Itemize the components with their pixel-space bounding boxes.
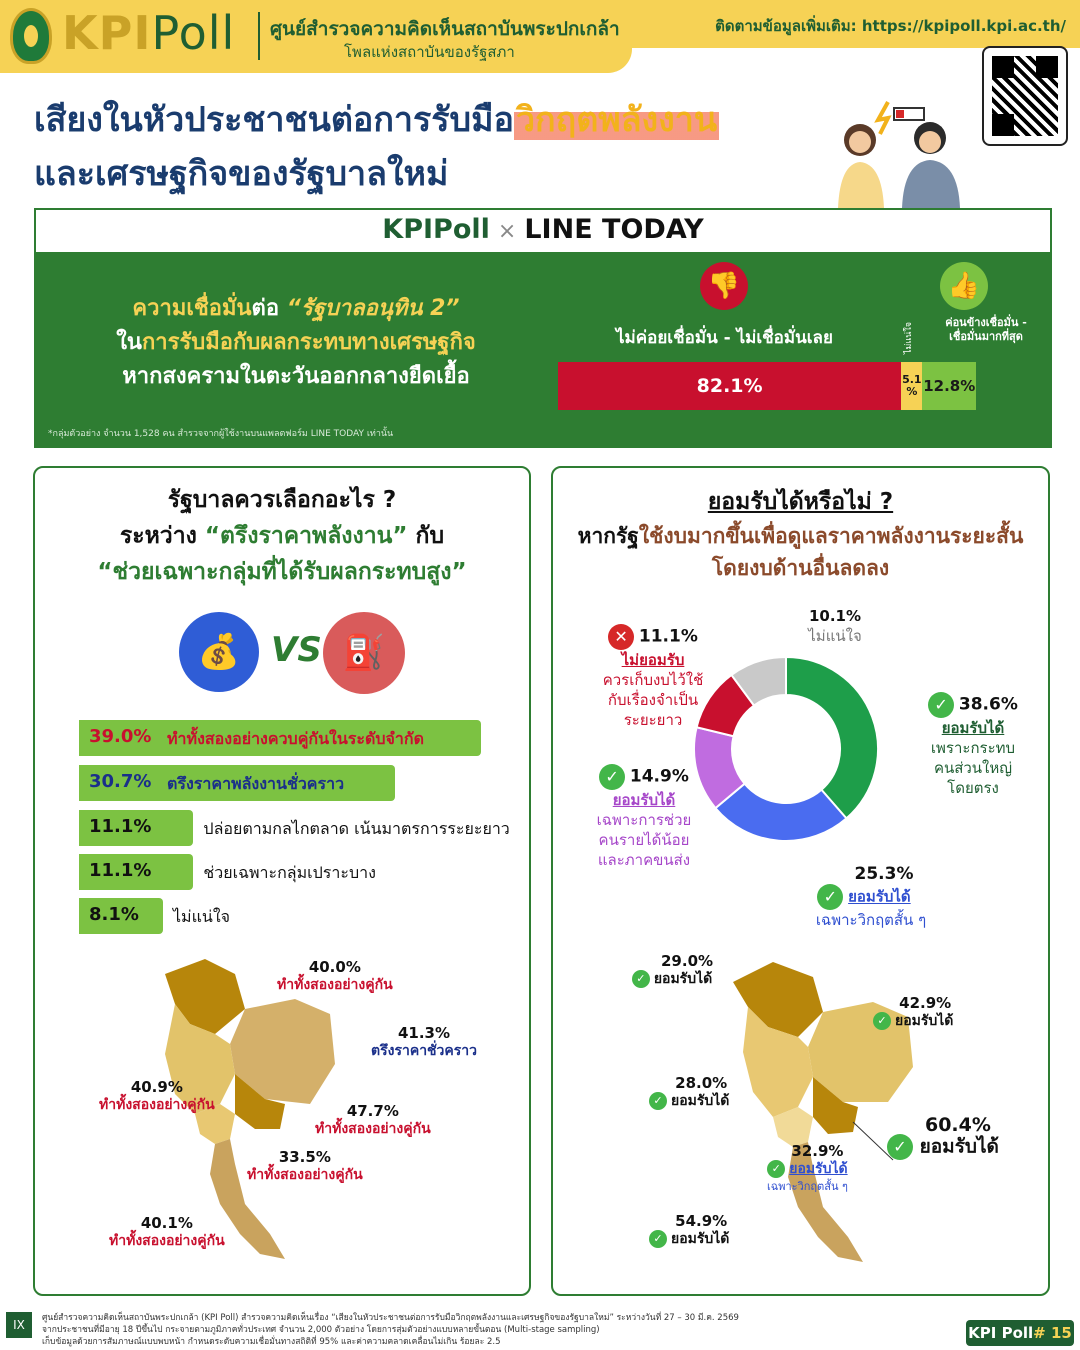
sample-note: *กลุ่มตัวอย่าง จำนวน 1,528 คน สำรวจจากผู้ใช้งานบนแพลตฟอร์ม LINE TODAY เท่านั้น — [48, 429, 394, 439]
kpi-poll-logo: KPIPoll — [62, 6, 236, 60]
check-icon: ✓ — [817, 884, 843, 910]
check-icon: ✓ — [928, 692, 954, 718]
org-subtitle: โพลแห่งสถาบันของรัฐสภา — [344, 43, 515, 61]
donut-slice-0 — [786, 657, 878, 818]
kpi-emblem-icon — [10, 8, 52, 64]
banner-question-line2: ในการรับมือกับผลกระทบทางเศรษฐกิจ — [116, 330, 476, 355]
segment-not-confident: 82.1% — [558, 362, 901, 410]
qr-code-icon[interactable] — [982, 46, 1068, 146]
policy-bar-label: ไม่แน่ใจ — [173, 907, 231, 926]
fuel-pump-icon: ⛽ — [323, 612, 405, 694]
policy-bar-value: 8.1% — [89, 904, 139, 925]
policy-bar-label: ทำทั้งสองอย่างควบคู่กันในระดับจำกัด — [167, 729, 424, 748]
header-bar — [0, 0, 632, 73]
map2-label-central: 28.0% ✓ ยอมรับได้ — [649, 1074, 729, 1110]
map-label-central: 40.9% ทำทั้งสองอย่างคู่กัน — [99, 1078, 215, 1113]
policy-bar-label: ตรึงราคาพลังงานชั่วคราว — [167, 774, 345, 793]
follow-link[interactable]: ติดตามข้อมูลเพิ่มเติม: https://kpipoll.kpi.ac.th/ — [715, 17, 1066, 35]
footer — [0, 1308, 1080, 1350]
banner-question-line3: หากสงครามในตะวันออกกลางยืดเยื้อ — [122, 364, 470, 389]
left-panel-title: รัฐบาลควรเลือกอะไร ? — [167, 487, 397, 513]
money-bag-icon: 💰 — [179, 612, 259, 692]
confidence-stacked-bar — [558, 362, 976, 410]
policy-bar-value: 11.1% — [89, 816, 152, 837]
map-label-east: 47.7% ทำทั้งสองอย่างคู่กัน — [315, 1102, 431, 1137]
page-title-line2: และเศรษฐกิจของรัฐบาลใหม่ — [34, 154, 449, 194]
acceptance-panel — [551, 466, 1050, 1296]
thumbs-down-icon: 👎 — [700, 262, 748, 310]
org-name: ศูนย์สำรวจความคิดเห็นสถาบันพระปกเกล้า — [270, 18, 620, 40]
not-confident-label: ไม่ค่อยเชื่อมั่น - ไม่เชื่อมั่นเลย — [616, 328, 833, 348]
unsure-label: ไม่แน่ใจ — [904, 321, 914, 354]
title-highlight: วิกฤตพลังงาน — [515, 100, 718, 140]
donut-label-unsure: 10.1% ไม่แน่ใจ — [808, 607, 862, 645]
right-panel-subtitle: หากรัฐใช้งบมากขึ้นเพื่อดูแลราคาพลังงานระยะสั้น — [577, 524, 1024, 548]
map2-label-north: 29.0% ✓ ยอมรับได้ — [631, 952, 713, 988]
partner-strip — [36, 210, 1050, 252]
map-label-north: 40.0% ทำทั้งสองอย่างคู่กัน — [277, 958, 393, 993]
right-panel-subtitle2: โดยงบด้านอื่นลดลง — [711, 556, 890, 580]
vs-label: VS — [271, 630, 322, 670]
map2-label-south: 54.9% ✓ ยอมรับได้ — [649, 1212, 729, 1248]
segment-unsure: 5.1 % — [901, 362, 922, 410]
partner-logos: KPIPoll × LINE TODAY — [382, 214, 704, 245]
thumbs-up-icon: 👍 — [940, 262, 988, 310]
policy-bar-label: ปล่อยตามกลไกตลาด เน้นมาตรการระยะยาว — [203, 819, 510, 838]
acceptance-donut-chart — [691, 654, 881, 844]
page-title-line1: เสียงในหัวประชาชนต่อการรับมือวิกฤตพลังงาน — [34, 100, 718, 140]
map2-label-bangkok: 32.9% ✓ ยอมรับได้ เฉพาะวิกฤตสั้น ๆ — [767, 1142, 848, 1193]
donut-label-reject: ✕ 11.1% ไม่ยอมรับ ควรเก็บงบไว้ใช้ กับเรื่องจำเป็น ระยะยาว — [593, 624, 713, 730]
right-panel-title: ยอมรับได้หรือไม่ ? — [707, 489, 894, 515]
map-label-south: 40.1% ทำทั้งสองอย่างคู่กัน — [109, 1214, 225, 1249]
donut-label-accept-short: 25.3% ✓ ยอมรับได้ เฉพาะวิกฤตสั้น ๆ — [815, 864, 927, 929]
methodology-note: ศูนย์สำรวจความคิดเห็นสถาบันพระปกเกล้า (KPI Poll) สำรวจความคิดเห็นเรื่อง “เสียงในหัวประชาชนต่อการรับมือวิกฤตพลังงานและเศรษฐกิจของรัฐบาลใหม่” ระหว่างวันที่ 27 – 30 มี.ค. 2569 จากประชาชนที่มีอายุ 18 ปีขึ้นไป กระจายตามภูมิภาคทั่วประเทศ จำนวน 2,000 ตัวอย่าง โดยการสุ่มตัวอย่างแบบหลายขั้นตอน (Multi-stage sampling) เก็บข้อมูลด้วยการสัมภาษณ์แบบพบหน้า กำหนดระดับความเชื่อมั่นทางสถิติที่ 95% และค่าความคลาดเคลื่อนไม่เกิน ร้อยละ 2.5 — [42, 1313, 739, 1347]
policy-choice-panel — [33, 466, 531, 1296]
left-panel-subtitle: ระหว่าง “ตรึงราคาพลังงาน” กับ — [119, 523, 445, 549]
cross-icon: ✕ — [608, 624, 634, 650]
page-index: IX — [6, 1312, 32, 1338]
donut-label-accept-lowincome: ✓ 14.9% ยอมรับได้ เฉพาะการช่วย คนรายได้น้อย และภาคขนส่ง — [589, 764, 699, 870]
confident-label: ค่อนข้างเชื่อมั่น - เชื่อมั่นมากที่สุด — [945, 316, 1027, 343]
check-icon: ✓ — [599, 764, 625, 790]
policy-bar-value: 30.7% — [89, 771, 152, 792]
banner-question-line1: ความเชื่อมั่นต่อ “รัฐบาลอนุทิน 2” — [132, 296, 460, 321]
confidence-banner — [34, 208, 1052, 448]
donut-label-accept-broad: ✓ 38.6% ยอมรับได้ เพราะกระทบ คนส่วนใหญ่ โดยตรง — [913, 692, 1033, 798]
map2-label-east: 60.4% ✓ ยอมรับได้ — [887, 1116, 999, 1160]
header-right-bar — [632, 0, 1080, 48]
header-divider — [258, 12, 260, 60]
policy-bar-label: ช่วยเฉพาะกลุ่มเปราะบาง — [203, 863, 376, 882]
map-label-bangkok: 33.5% ทำทั้งสองอย่างคู่กัน — [247, 1148, 363, 1183]
map2-label-northeast: 42.9% ✓ ยอมรับได้ — [873, 994, 953, 1030]
worried-people-illustration — [830, 98, 970, 208]
left-panel-subtitle2: “ช่วยเฉพาะกลุ่มที่ได้รับผลกระทบสูง” — [97, 559, 467, 585]
map-label-northeast: 41.3% ตรึงราคาชั่วคราว — [371, 1024, 478, 1059]
policy-bar-value: 11.1% — [89, 860, 152, 881]
segment-confident: 12.8% — [922, 362, 976, 410]
policy-bar-value: 39.0% — [89, 726, 152, 747]
poll-number-tag: KPI Poll# 15 — [966, 1320, 1074, 1346]
